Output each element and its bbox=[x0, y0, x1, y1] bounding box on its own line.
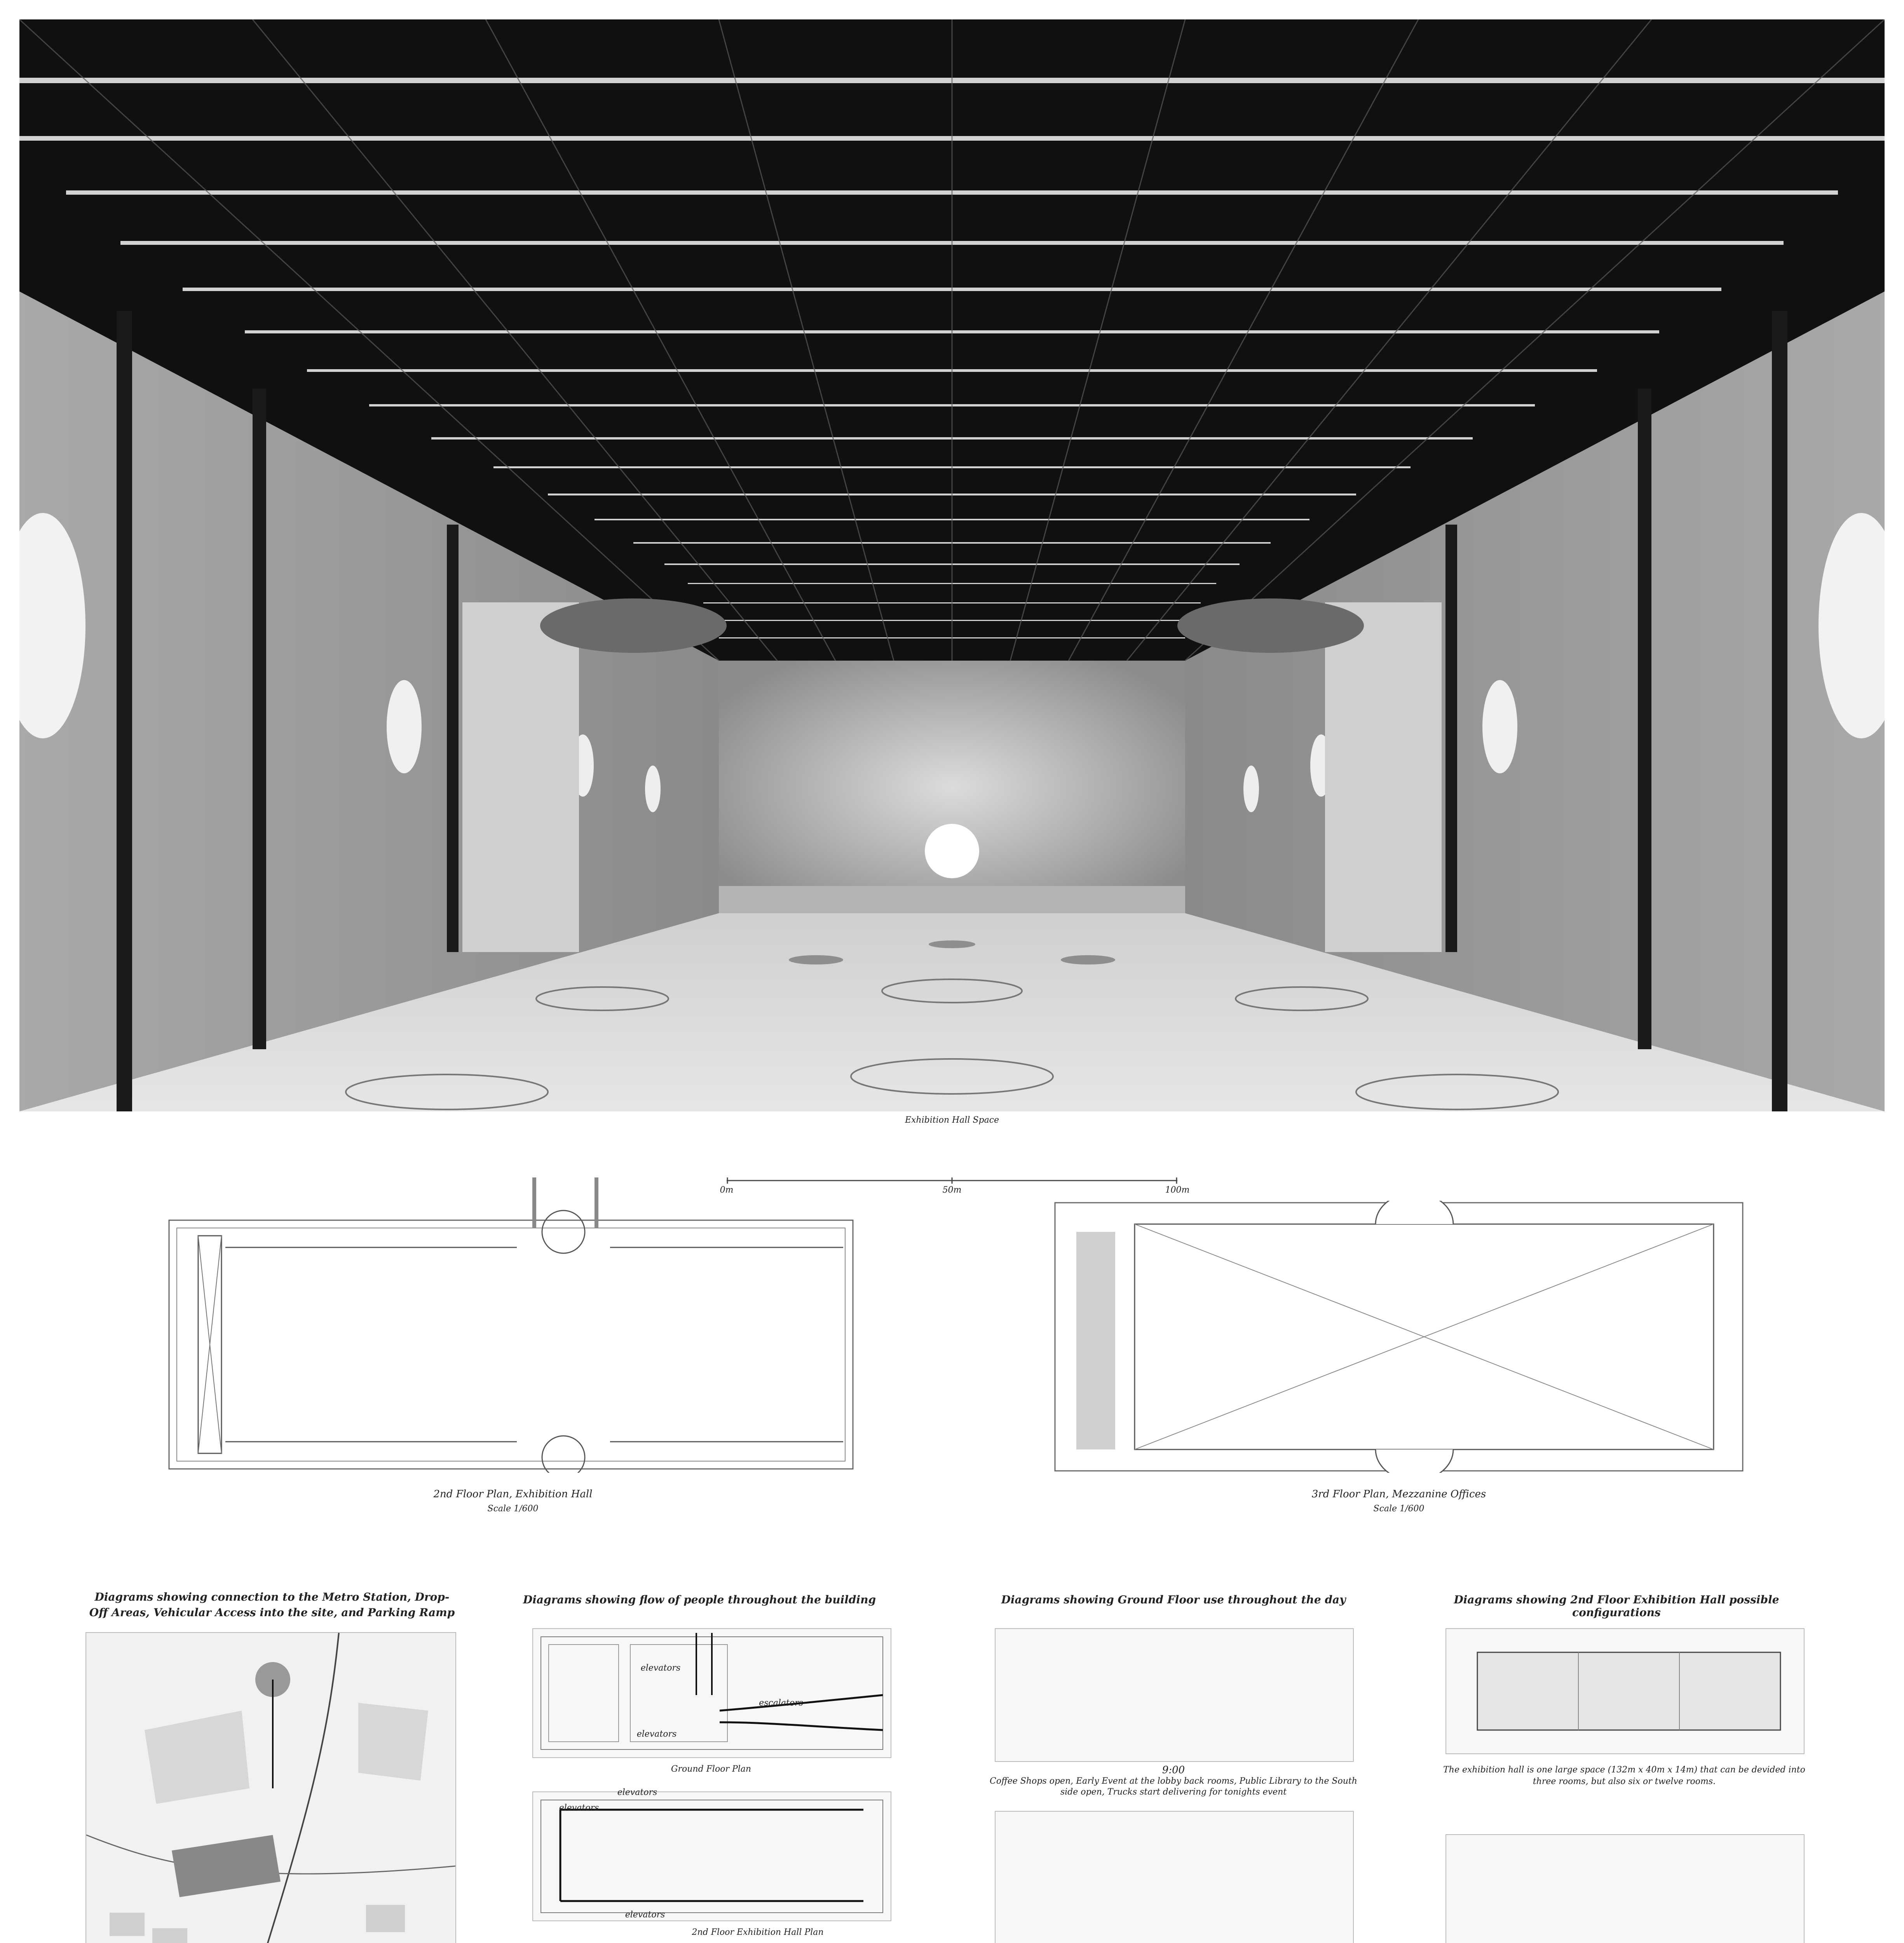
config-base-drawing bbox=[1446, 1629, 1804, 1753]
scale-tick-0: 0m bbox=[720, 1185, 734, 1195]
flow-ground-label: Ground Floor Plan bbox=[671, 1764, 751, 1774]
render-caption: Exhibition Hall Space bbox=[905, 1115, 999, 1125]
exhibition-hall-render bbox=[19, 19, 1885, 1111]
flow-floor2-label: 2nd Floor Exhibition Hall Plan bbox=[692, 1927, 824, 1937]
scale-tick-50: 50m bbox=[942, 1185, 962, 1195]
ground-use-9 bbox=[995, 1628, 1354, 1762]
floor3-plan-scale: Scale 1/600 bbox=[1373, 1504, 1425, 1514]
ground-use-12 bbox=[995, 1811, 1354, 1943]
col2-title: Diagrams showing flow of people throughout the building bbox=[523, 1593, 876, 1606]
floor3-plan-drawing bbox=[1053, 1201, 1745, 1473]
flow-elevators-label-2: elevators bbox=[636, 1729, 677, 1739]
floor2-plan-title: 2nd Floor Plan, Exhibition Hall bbox=[433, 1488, 593, 1500]
flow-elevators-label-1: elevators bbox=[640, 1663, 681, 1673]
config-base bbox=[1445, 1628, 1805, 1754]
col3-title: Diagrams showing Ground Floor use throughout the day bbox=[1001, 1593, 1346, 1606]
phase1-site-plan bbox=[85, 1632, 456, 1943]
floor3-plan bbox=[1053, 1201, 1745, 1473]
col1-title: Diagrams showing connection to the Metro Station, Drop-Off Areas, Vehicular Access into the site, and Parking Ramp bbox=[89, 1591, 455, 1619]
col4-title: Diagrams showing 2nd Floor Exhibition Hall possible configurations bbox=[1454, 1593, 1779, 1619]
ground-use-9-time: 9:00 bbox=[1162, 1764, 1185, 1776]
floor3-plan-title: 3rd Floor Plan, Mezzanine Offices bbox=[1311, 1488, 1486, 1500]
floor2-plan-drawing bbox=[167, 1177, 855, 1473]
config-option-1 bbox=[1445, 1834, 1805, 1943]
flow-floor2-elevators-bot: elevators bbox=[625, 1910, 665, 1920]
floor2-plan bbox=[167, 1177, 855, 1473]
scale-tick-100: 100m bbox=[1165, 1185, 1190, 1195]
render-svg bbox=[19, 19, 1885, 1111]
ground-use-9-text: Coffee Shops open, Early Event at the lobby back rooms, Public Library to the South side open, Trucks start delivering for tonights event bbox=[990, 1776, 1357, 1797]
flow-ground-plan bbox=[532, 1628, 891, 1758]
phase1-site-map bbox=[86, 1633, 455, 1943]
flow-floor2-elevators-top: elevators bbox=[617, 1788, 657, 1797]
flow-escalators-label: escalators bbox=[759, 1698, 803, 1708]
floor2-plan-scale: Scale 1/600 bbox=[487, 1504, 539, 1514]
config-intro: The exhibition hall is one large space (132m x 40m x 14m) that can be devided into three rooms, but also six or twelve rooms. bbox=[1443, 1765, 1805, 1786]
flow-ground-drawing bbox=[533, 1629, 891, 1757]
flow-floor2-elevators-mid: elevators bbox=[559, 1803, 599, 1813]
